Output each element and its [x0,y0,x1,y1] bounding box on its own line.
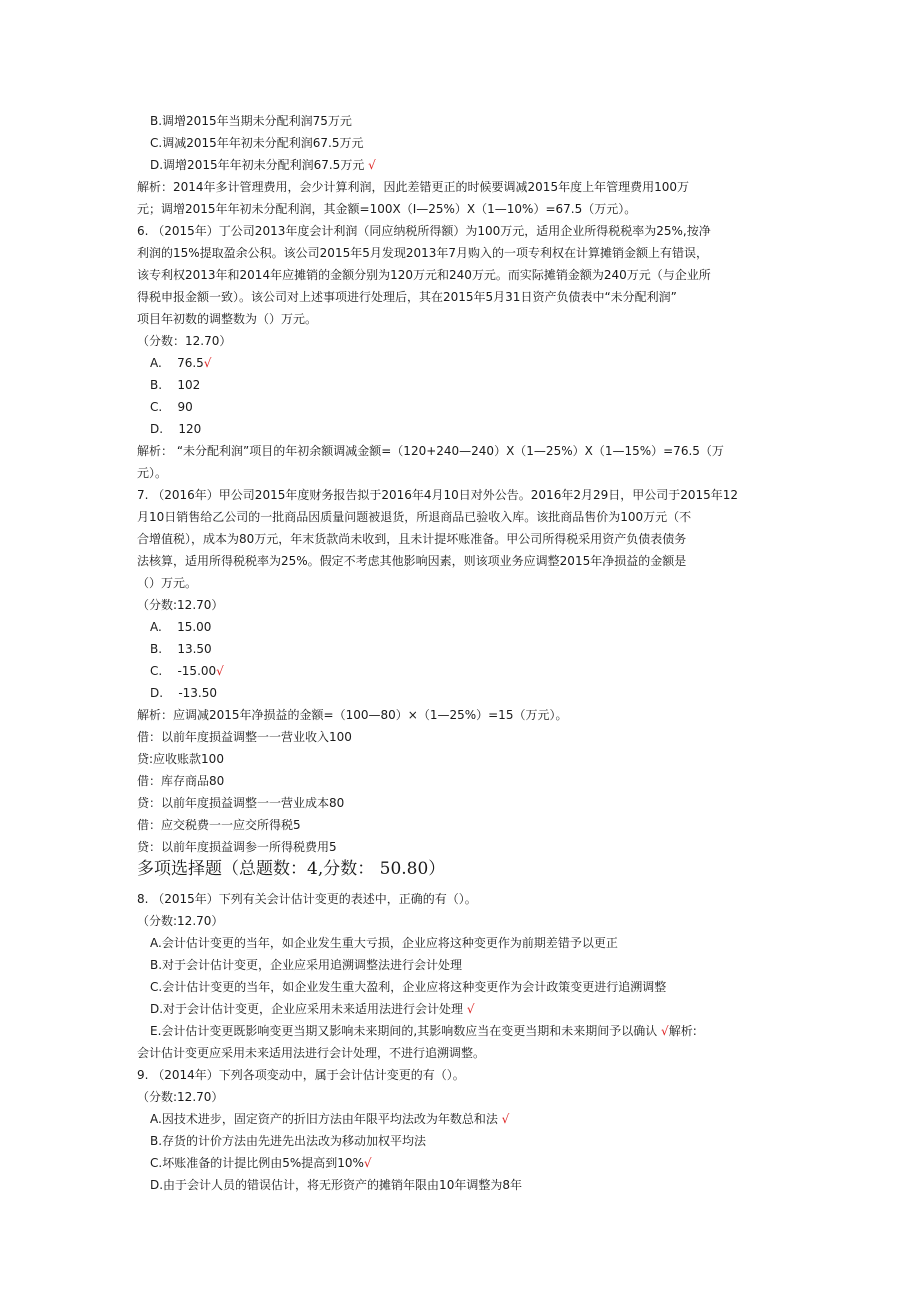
option-text: E.会计估计变更既影响变更当期又影响未来期间的,其影响数应当在变更当期和未来期间予以确认 [150,1024,658,1038]
q8-option-c: C.会计估计变更的当年，如企业发生重大盈利，企业应将这种变更作为会计政策变更进行追溯调整 [150,980,667,994]
option-b: B.调增2015年当期未分配利润75万元 [150,114,352,128]
option-value: 90 [177,400,193,414]
check-mark-icon: √ [216,664,224,678]
option-value: 76.5 [177,356,204,370]
check-mark-icon: √ [501,1112,510,1126]
section-heading: 多项选择题（总题数：4,分数： 50.80） [137,859,446,879]
question-7-text: 合增值税），成本为80万元，年末货款尚未收到，且未计提坏账准备。甲公司所得税采用资产负债表债务 [137,532,687,546]
q8-option-e [150,1020,800,1042]
option-text: A.因技术进步，固定资产的折旧方法由年限平均法改为年数总和法 [150,1112,498,1126]
option-value: -13.50 [178,686,218,700]
question-9-text: 9. （2014年）下列各项变动中，属于会计估计变更的有（）。 [137,1068,465,1082]
analysis-line: 元）。 [137,466,168,480]
option-c: C.调减2015年年初未分配利润67.5万元 [150,136,364,150]
question-7-score: （分数:12.70） [137,598,224,612]
journal-entry: 贷:应收账款100 [137,752,224,766]
analysis-line: 解析：应调减2015年净损益的金额=（100—80）×（1—25%）=15（万元）。 [137,708,568,722]
journal-entry: 借：以前年度损益调整一一营业收入100 [137,730,352,744]
option-value: 120 [178,422,202,436]
check-mark-icon: √ [203,356,212,370]
journal-entry: 借：应交税费一一应交所得税5 [137,818,301,832]
option-text: C.坏账准备的计提比例由5%提高到10% [150,1156,364,1170]
q6-option-c [150,396,800,418]
option-label: C. [150,400,163,414]
q9-option-b: B.存货的计价方法由先进先出法改为移动加权平均法 [150,1134,427,1148]
option-label: C. [150,664,163,678]
check-mark-icon: √ [363,1156,372,1170]
question-6-text: 6. （2015年）丁公司2013年度会计利润（同应纳税所得额）为100万元，适用企业所得税税率为25%,按净 [137,224,711,238]
option-text: D.调增2015年年初未分配利润67.5万元 [150,158,365,172]
journal-entry: 贷：以前年度损益调整一一营业成本80 [137,796,345,810]
option-label: A. [150,356,162,370]
q8-option-b: B.对于会计估计变更，企业应采用追溯调整法进行会计处理 [150,958,463,972]
option-value: -15.00 [177,664,217,678]
option-value: 15.00 [177,620,212,634]
journal-entry: 借：库存商品80 [137,774,225,788]
analysis-label: 解析: [668,1024,697,1038]
analysis-line: 元；调增2015年年初未分配利润，其金额=100X（I—25%）X（1—10%）=67.5（万元）。 [137,202,637,216]
question-7-text: （）万元。 [137,576,198,590]
q7-option-c [150,660,800,682]
question-8-score: （分数:12.70） [137,914,224,928]
q9-option-a [150,1108,800,1130]
analysis-line: 解析： “未分配利润”项目的年初余额调减金额=（120+240—240）X（1—25%）X（1—15%）=76.5（万 [137,444,724,458]
check-mark-icon: √ [661,1024,669,1038]
q9-option-c [150,1152,800,1174]
q8-option-d [150,998,800,1020]
option-text: D.对于会计估计变更，企业应采用未来适用法进行会计处理 [150,1002,464,1016]
q6-option-b [150,374,800,396]
q7-option-b [150,638,800,660]
analysis-line: 解析：2014年多计管理费用，会少计算利润，因此差错更正的时候要调减2015年度上年管理费用100万 [137,180,689,194]
question-6-text: 得税申报金额一致）。该公司对上述事项进行处理后，其在2015年5月31日资产负债表中“未分配利润” [137,290,677,304]
option-label: D. [150,686,164,700]
q7-option-a [150,616,800,638]
question-8-text: 8. （2015年）下列有关会计估计变更的表述中，正确的有（）。 [137,892,477,906]
question-7-text: 法核算，适用所得税税率为25%。假定不考虑其他影响因素，则该项业务应调整2015年净损益的金额是 [137,554,687,568]
q6-option-a [150,352,800,374]
question-9-score: （分数:12.70） [137,1090,224,1104]
question-7-text: 月10日销售给乙公司的一批商品因质量问题被退货，所退商品已验收入库。该批商品售价为100万元（不 [137,510,692,524]
q7-option-d [150,682,800,704]
check-mark-icon: √ [466,1002,475,1016]
check-mark-icon: √ [368,158,376,172]
question-6-text: 项目年初数的调整数为（）万元。 [137,312,318,326]
option-d [150,154,800,176]
option-label: D. [150,422,164,436]
option-label: A. [150,620,162,634]
question-6-score: （分数：12.70） [137,334,232,348]
option-value: 13.50 [177,642,212,656]
option-label: B. [150,642,163,656]
analysis-line: 会计估计变更应采用未来适用法进行会计处理，不进行追溯调整。 [137,1046,486,1060]
question-7-text: 7. （2016年）甲公司2015年度财务报告拟于2016年4月10日对外公告。2016年2月29日，甲公司于2015年12 [137,488,739,502]
question-6-text: 该专利权2013年和2014年应摊销的金额分别为120万元和240万元。而实际摊销金额为240万元（与企业所 [137,268,711,282]
q8-option-a: A.会计估计变更的当年，如企业发生重大亏损，企业应将这种变更作为前期差错予以更正 [150,936,618,950]
journal-entry: 贷：以前年度损益调参一所得税费用5 [137,840,337,854]
option-value: 102 [177,378,201,392]
option-label: B. [150,378,163,392]
question-6-text: 利润的15%提取盈余公积。该公司2015年5月发现2013年7月购入的一项专利权在计算摊销金额上有错误， [137,246,709,260]
q9-option-d: D.由于会计人员的错误估计，将无形资产的摊销年限由10年调整为8年 [150,1178,522,1192]
q6-option-d [150,418,800,440]
